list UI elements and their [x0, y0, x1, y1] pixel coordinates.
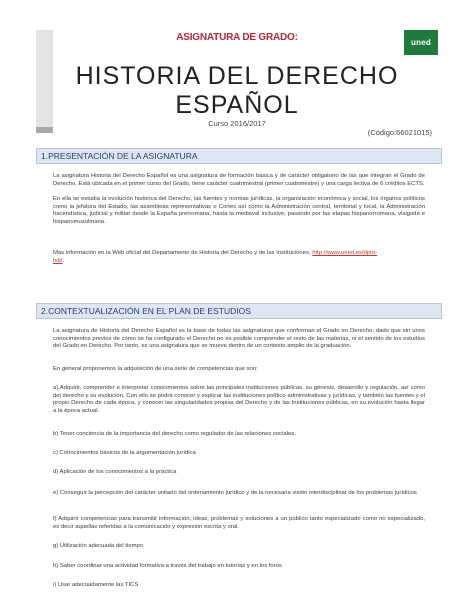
course-year: Curso 2016/2017	[208, 119, 266, 128]
uned-logo: uned	[404, 30, 438, 55]
more-info-end: .	[62, 257, 65, 264]
paragraph: En ella se estudia la evolución histórica del Derecho, las fuentes y normas jurídicas, la organización económica y social, los órganos políticos como la jefatura del Estado, las asambleas representativas o Cortes así como la Administración central, territorial y local, la Administración hacendística, judicial y militar desde la España prerromana, hasta la medieval inclusive, pasando por las etapas hispanorromana, visigoda e hispanomusulmana.	[53, 196, 425, 226]
paragraph: En general proponemos la adquisición de una serie de competencias que son:	[53, 366, 258, 372]
competence-item: a) Adquirir, comprender e interpretar conocimientos sobre las principales instituciones públicas, su génesis, desarrollo y regulación, así como del derecho y su evolución. Con ello se podrá conocer y explicar las instituciones político administrativas y jurídicas, y también las fuentes y el propio Derecho de cada época, y conocer las singularidades propias del Derecho y de las Instituciones públicas, en su evolución hasta llegar a la época actual.	[53, 385, 425, 415]
title-line2: ESPAÑOL	[175, 91, 299, 119]
competence-item: d) Aplicación de los conocimientos a la práctica	[53, 469, 177, 475]
paragraph: La asignatura de Historia del Derecho Español es la base de todas las asignaturas que conforman el Grado en Derecho, dado que sin unos conocimientos previos de cómo se ha configurado el Derecho no es posible comprender el resto de las materias, ni el sentido de los estudios del Grado en Derecho. Por tanto, es una asignatura que se mueve dentro de un contexto amplio de la graduación.	[53, 328, 425, 350]
competence-item: h) Saber coordinar una actividad formativa a través del trabajo en tutorías y en los foros	[53, 563, 282, 569]
competence-item: e) Conseguir la percepción del carácter unitario del ordenamiento jurídico y de la necesaria visión interdisciplinar de los problemas jurídicos	[53, 490, 417, 496]
course-code: (Código:66021015)	[367, 128, 432, 137]
competence-item: g) Utilización adecuada del tiempo	[53, 543, 144, 549]
asignatura-label: ASIGNATURA DE GRADO:	[176, 32, 298, 43]
paragraph: La asignatura Historia del Derecho Español es una asignatura de formación básica y de carácter obligatorio de las que integran el Grado de Derecho. Está ubicada en el primer curso del Grado, tiene carácter cuatrimestral (primer cuatrimestre) y una carga lectiva de 6 créditos ECTS.	[53, 173, 425, 187]
competence-item: f) Adquirir competencias para transmitir información, ideas, problemas y soluciones a un público tanto especializado como no especializado, es decir aquellas referidas a la comunicación y expresión escrita y oral.	[53, 516, 425, 530]
competence-item: b) Tener conciencia de la importancia del derecho como regulador de las relaciones sociales.	[53, 431, 296, 437]
paragraph-more-info	[53, 250, 425, 265]
competence-item: i) Usar adecuadamente las TICS	[53, 582, 139, 588]
section-heading-text: 2.CONTEXTUALIZACIÓN EN EL PLAN DE ESTUDIOS	[41, 306, 251, 316]
more-info-text: Más información en la Web oficial del Departamento de Historia del Derecho y de las Instituciones,	[53, 250, 313, 256]
section-heading-contextualizacion	[36, 303, 442, 319]
title-line1: HISTORIA DEL DERECHO	[75, 62, 399, 90]
department-link-line2: hdi/	[53, 257, 63, 264]
department-link-line1: http://www.uned.es/dpto-	[312, 250, 378, 256]
section-heading-text: 1.PRESENTACIÓN DE LA ASIGNATURA	[41, 151, 198, 161]
competence-item: c) Conocimientos básicos de la argumentación jurídica	[53, 450, 196, 456]
section-heading-presentacion	[36, 148, 442, 164]
